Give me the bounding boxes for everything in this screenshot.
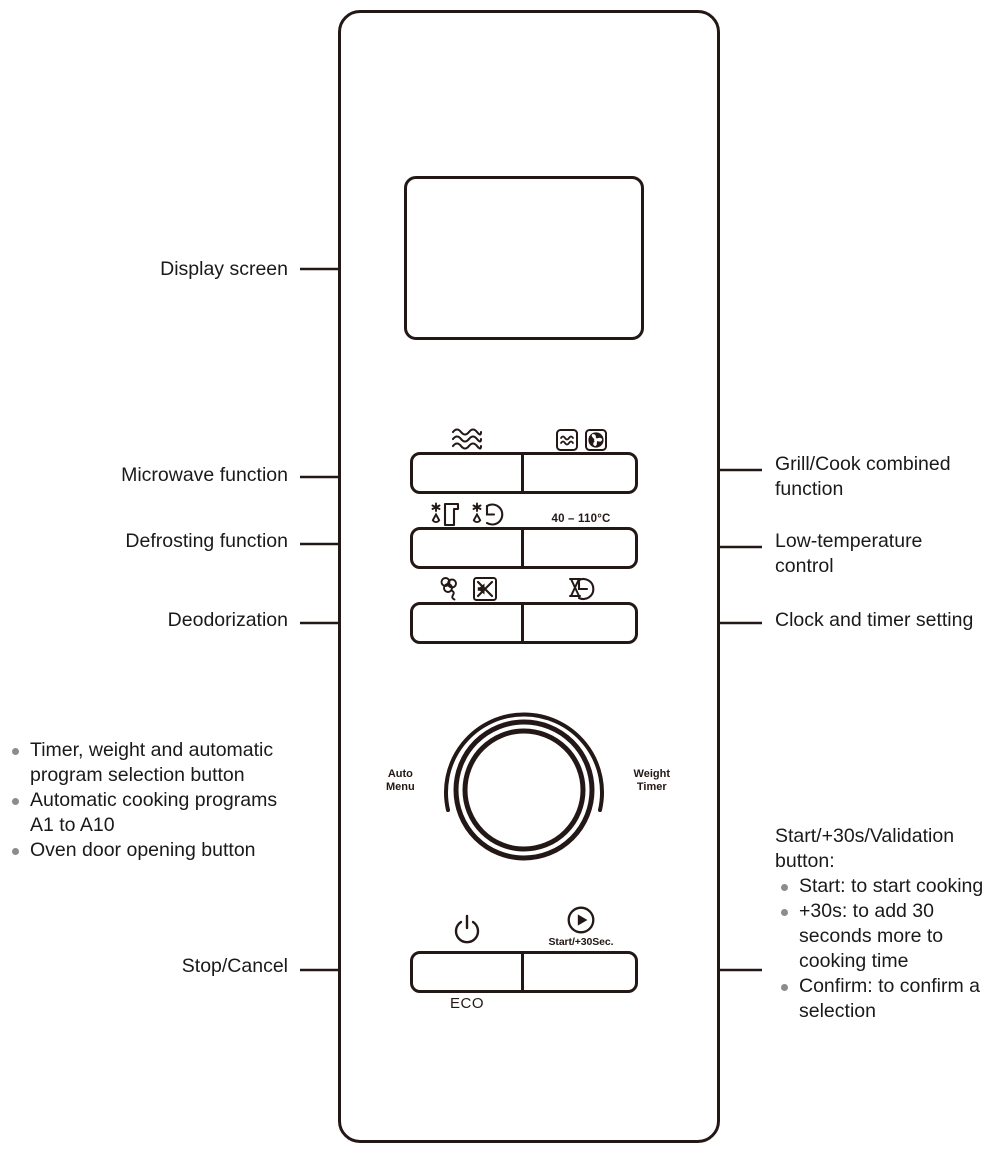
icon-cell-temperature [524, 494, 638, 528]
icon-cell-start [524, 898, 638, 948]
knob-function-list [6, 738, 296, 863]
icon-cell-power [410, 898, 524, 948]
callout-microwave-function: Microwave function [121, 464, 288, 486]
list-item: Automatic cooking programs A1 to A10 [6, 788, 296, 838]
play-circle-icon [566, 905, 596, 935]
microwave-waves-icon [450, 426, 484, 452]
callout-defrosting-function: Defrosting function [125, 530, 288, 552]
icon-strip-row3 [410, 568, 638, 602]
callout-grill-line1: Grill/Cook combined [775, 453, 951, 475]
callout-stop-cancel: Stop/Cancel [181, 955, 288, 977]
callout-clock-line1: Clock and timer setting [775, 609, 974, 631]
list-item: Oven door opening button [6, 838, 296, 863]
display-screen [404, 176, 644, 340]
knob-label-weight-timer [634, 768, 670, 794]
clock-timer-button[interactable] [524, 605, 635, 641]
callout-clock-timer-setting [775, 608, 990, 633]
button-row-defrost-lowtemp [410, 527, 638, 569]
start-list-title-line1: Start/+30s/Validation [775, 825, 955, 847]
deodorization-button[interactable] [413, 605, 524, 641]
microwave-function-button[interactable] [413, 455, 524, 491]
button-row-microwave-grill [410, 452, 638, 494]
callout-low-temperature [775, 529, 990, 579]
knob-weight-line1: Weight [633, 768, 670, 780]
icon-cell-clock-timer [524, 568, 638, 602]
icon-strip-row4 [410, 898, 638, 948]
temperature-range-label: 40 – 110°C [551, 513, 611, 525]
callout-grill-cook-combined [775, 452, 990, 502]
callout-lowtemp-line1: Low-temperature [775, 530, 923, 552]
defrost-time-icon [470, 500, 506, 528]
start-list-title-line2: button: [775, 849, 835, 872]
icon-cell-microwave [410, 418, 524, 452]
knob-auto-line2: Menu [386, 781, 415, 794]
start-function-list [775, 874, 990, 1024]
callout-lowtemp-line2: control [775, 554, 834, 577]
power-icon [451, 914, 483, 948]
button-row-stop-start [410, 951, 638, 993]
button-row-deodorize-clock [410, 602, 638, 644]
defrost-food-icon [429, 500, 465, 528]
control-knob[interactable] [386, 694, 670, 866]
fan-box-icon [584, 428, 608, 452]
knob-label-auto-menu [386, 768, 415, 794]
knob-weight-line2: Timer [636, 781, 667, 794]
eco-label: ECO [449, 995, 484, 1012]
callout-deodorization: Deodorization [167, 609, 288, 631]
callout-knob-functions [6, 738, 296, 863]
grill-waves-box-icon [555, 428, 579, 452]
list-item: +30s: to add 30 seconds more to cooking time [775, 899, 990, 974]
knob-graphic[interactable] [408, 694, 640, 866]
defrosting-function-button[interactable] [413, 530, 524, 566]
list-item: Start: to start cooking [775, 874, 990, 899]
icon-cell-grill-convection [524, 418, 638, 452]
mute-crossed-icon [472, 576, 498, 602]
start-button-caption: Start/+30Sec. [548, 936, 614, 948]
icon-cell-defrost [410, 494, 524, 528]
callout-grill-line2: function [775, 477, 844, 500]
deodorize-fan-icon [437, 574, 467, 602]
knob-inner-ring [465, 731, 583, 849]
grill-cook-combined-button[interactable] [524, 455, 635, 491]
hourglass-clock-icon [564, 574, 598, 602]
stop-cancel-button[interactable] [413, 954, 524, 990]
icon-strip-row2 [410, 494, 638, 528]
icon-strip-row1 [410, 418, 638, 452]
knob-auto-line1: Auto [387, 768, 413, 780]
start-validation-button[interactable] [524, 954, 635, 990]
low-temperature-control-button[interactable] [524, 530, 635, 566]
list-item: Confirm: to confirm a selection [775, 974, 990, 1024]
callout-start-validation [775, 824, 990, 1024]
list-item: Timer, weight and automatic program selection button [6, 738, 296, 788]
icon-cell-deodorize [410, 568, 524, 602]
callout-display-screen: Display screen [160, 258, 288, 280]
